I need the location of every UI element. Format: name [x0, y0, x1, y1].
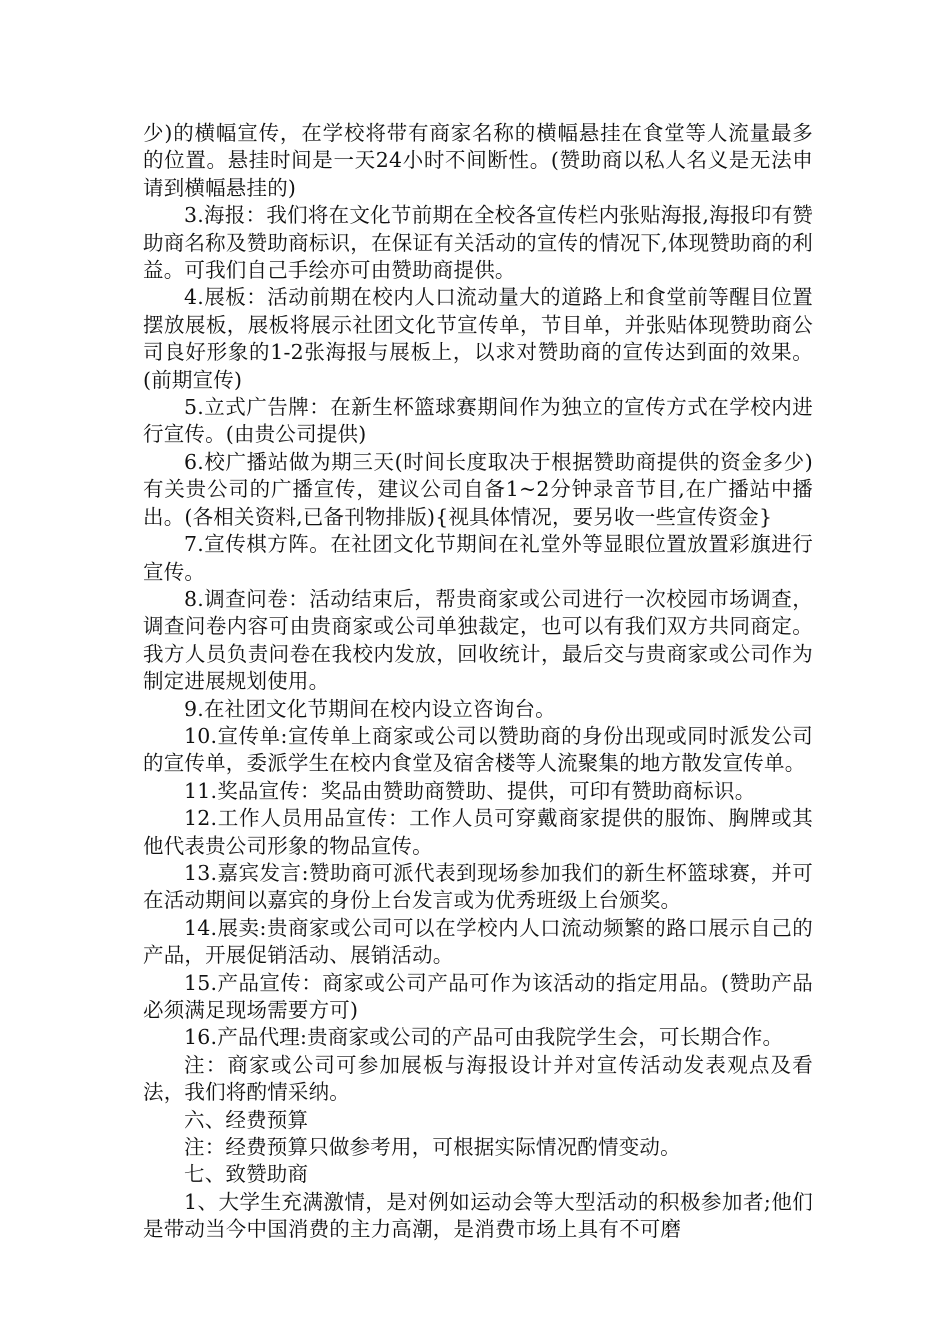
- document-paragraph: 少)的横幅宣传，在学校将带有商家名称的横幅悬挂在食堂等人流量最多的位置。悬挂时间是一天24小时不间断性。(赞助商以私人名义是无法申请到横幅悬挂的): [143, 121, 813, 200]
- document-paragraph: 6.校广播站做为期三天(时间长度取决于根据赞助商提供的资金多少)有关贵公司的广播宣传，建议公司自备1~2分钟录音节目,在广播站中播出。(各相关资料,已备刊物排版){视具体情况，要另收一些宣传资金}: [143, 449, 813, 529]
- document-paragraph: 七、致赞助商: [184, 1162, 309, 1187]
- document-paragraph: 7.宣传棋方阵。在社团文化节期间在礼堂外等显眼位置放置彩旗进行宣传。: [143, 532, 813, 584]
- document-body: [143, 120, 813, 1244]
- document-paragraph: 注：商家或公司可参加展板与海报设计并对宣传活动发表观点及看法，我们将酌情采纳。: [143, 1052, 813, 1105]
- document-paragraph: 13.嘉宾发言:赞助商可派代表到现场参加我们的新生杯篮球赛，并可在活动期间以嘉宾的身份上台发言或为优秀班级上台颁奖。: [143, 860, 813, 913]
- document-paragraph: 15.产品宣传：商家或公司产品可作为该活动的指定用品。(赞助产品必须满足现场需要方可): [143, 970, 813, 1022]
- document-paragraph: 14.展卖:贵商家或公司可以在学校内人口流动频繁的路口展示自己的产品，开展促销活动、展销活动。: [143, 915, 813, 968]
- document-paragraph: 六、经费预算: [184, 1107, 309, 1132]
- document-paragraph: 10.宣传单:宣传单上商家或公司以赞助商的身份出现或同时派发公司的宣传单，委派学生在校内食堂及宿舍楼等人流聚集的地方散发宣传单。: [143, 723, 813, 776]
- document-paragraph: 3.海报：我们将在文化节前期在全校各宣传栏内张贴海报,海报印有赞助商名称及赞助商标识，在保证有关活动的宣传的情况下,体现赞助商的利益。可我们自己手绘亦可由赞助商提供。: [143, 203, 813, 283]
- document-paragraph: 4.展板：活动前期在校内人口流动量大的道路上和食堂前等醒目位置摆放展板，展板将展示社团文化节宣传单，节目单，并张贴体现赞助商公司良好形象的1-2张海报与展板上，以求对赞助商的宣传达到面的效果。(前期宣传): [143, 285, 813, 392]
- document-paragraph: 16.产品代理:贵商家或公司的产品可由我院学生会，可长期合作。: [184, 1025, 784, 1050]
- document-paragraph: 12.工作人员用品宣传：工作人员可穿戴商家提供的服饰、胸牌或其他代表贵公司形象的物品宣传。: [143, 806, 813, 858]
- document-paragraph: 注：经费预算只做参考用，可根据实际情况酌情变动。: [184, 1135, 681, 1160]
- document-paragraph: 8.调查问卷：活动结束后，帮贵商家或公司进行一次校园市场调查，调查问卷内容可由贵商家或公司单独裁定，也可以有我们双方共同商定。我方人员负责问卷在我校内发放，回收统计，最后交与贵商家或公司作为制定进展规划使用。: [143, 586, 813, 694]
- document-paragraph: 9.在社团文化节期间在校内设立咨询台。: [184, 696, 556, 721]
- document-paragraph: 11.奖品宣传：奖品由赞助商赞助、提供，可印有赞助商标识。: [184, 778, 756, 803]
- document-paragraph: 1、大学生充满激情，是对例如运动会等大型活动的积极参加者;他们是带动当今中国消费的主力高潮，是消费市场上具有不可磨: [143, 1189, 813, 1242]
- document-paragraph: 5.立式广告牌：在新生杯篮球赛期间作为独立的宣传方式在学校内进行宣传。(由贵公司提供): [143, 395, 813, 447]
